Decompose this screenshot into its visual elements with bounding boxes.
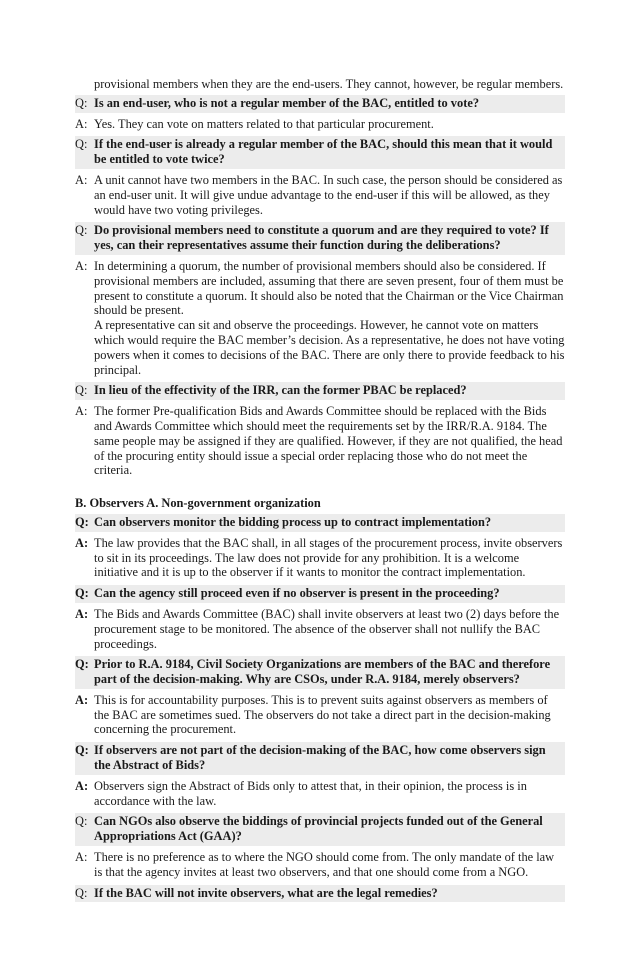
question-tag: Q: [75, 223, 88, 238]
question-row [75, 885, 565, 903]
question-text: Is an end-user, who is not a regular member of the BAC, entitled to vote? [94, 95, 480, 110]
question-tag: Q: [75, 383, 88, 398]
answer-tag: A: [75, 258, 88, 273]
question-row [75, 585, 565, 603]
answer-row [75, 172, 565, 219]
question-text: Can the agency still proceed even if no observer is present in the proceeding? [94, 586, 500, 601]
answer-tag: A: [75, 692, 89, 707]
answer-text: The law provides that the BAC shall, in all stages of the procurement process, invite observers to sit in its proceedings. The law does not provide for any prohibition. It is a welcome initiative and it is up to the observer if it wants to monitor the contract implementation. [94, 535, 563, 580]
answer-row [75, 258, 565, 379]
question-row [75, 742, 565, 775]
question-text: Prior to R.A. 9184, Civil Society Organizations are members of the BAC and therefore part of the decision-making. Why are CSOs, under R.A. 9184, merely observers? [94, 657, 551, 687]
answer-row [75, 116, 565, 134]
answer-paragraph: A representative can sit and observe the proceedings. However, he cannot vote on matters which would require the BAC member’s decision. As a representative, he does not have voting powers when it comes to decisions of the BAC. There are only there to provide feedback to his principal. [94, 318, 565, 377]
question-text: If the BAC will not invite observers, what are the legal remedies? [94, 885, 438, 900]
document-body [75, 77, 565, 902]
section-heading: B. Observers A. Non-government organization [75, 496, 321, 511]
answer-row [75, 778, 565, 811]
question-row [75, 656, 565, 689]
question-row [75, 382, 565, 400]
intro-paragraph: provisional members when they are the end-users. They cannot, however, be regular members. [94, 77, 564, 91]
question-row [75, 222, 565, 255]
answer-row [75, 535, 565, 582]
question-text: In lieu of the effectivity of the IRR, can the former PBAC be replaced? [94, 383, 467, 398]
answer-text: There is no preference as to where the NGO should come from. The only mandate of the law is that the agency invites at least two observers, and that one should come from a NGO. [94, 850, 555, 879]
answer-text: The former Pre-qualification Bids and Awards Committee should be replaced with the Bids and Awards Committee which should meet the requirements set by the IRR/R.A. 9184. The same people may be assigned if they are qualified. However, if they are not qualified, the head of the procuring entity should issue a special order replacing those who do not meet the criteria. [94, 404, 563, 478]
question-row [75, 136, 565, 169]
answer-text: A unit cannot have two members in the BAC. In such case, the person should be considered as an end-user unit. It will give undue advantage to the end-user if this will be allowed, as they would have two voting privileges. [94, 172, 563, 217]
answer-text: Observers sign the Abstract of Bids only to attest that, in their opinion, the process is in accordance with the law. [94, 778, 527, 808]
question-tag: Q: [75, 586, 89, 601]
answer-text: Yes. They can vote on matters related to that particular procurement. [94, 116, 434, 131]
answer-tag: A: [75, 850, 88, 865]
question-tag: Q: [75, 814, 88, 829]
answer-text: This is for accountability purposes. This is to prevent suits against observers as members of the BAC are sometimes sued. The observers do not take a direct part in the decision-making concerning the procurement. [94, 692, 551, 737]
question-tag: Q: [75, 95, 88, 110]
answer-tag: A: [75, 606, 89, 621]
question-text: If the end-user is already a regular member of the BAC, should this mean that it would be entitled to vote twice? [94, 137, 553, 167]
answer-tag: A: [75, 535, 89, 550]
answer-row [75, 692, 565, 739]
answer-tag: A: [75, 116, 88, 131]
question-text: Can NGOs also observe the biddings of provincial projects funded out of the General Appropriations Act (GAA)? [94, 814, 543, 844]
question-row [75, 514, 565, 532]
answer-tag: A: [75, 778, 89, 793]
answer-text [94, 259, 565, 377]
answer-row [75, 403, 565, 480]
answer-text: The Bids and Awards Committee (BAC) shall invite observers at least two (2) days before the procurement stage to be monitored. The absence of the observer shall not nullify the BAC proceedings. [94, 606, 560, 651]
question-tag: Q: [75, 137, 88, 152]
answer-tag: A: [75, 172, 88, 187]
question-tag: Q: [75, 743, 89, 758]
question-tag: Q: [75, 514, 89, 529]
question-text: Do provisional members need to constitute a quorum and are they required to vote? If yes, can their representatives assume their function during the deliberations? [94, 223, 549, 253]
question-tag: Q: [75, 657, 89, 672]
question-row [75, 813, 565, 846]
question-tag: Q: [75, 885, 88, 900]
question-row [75, 95, 565, 113]
question-text: If observers are not part of the decision-making of the BAC, how come observers sign the Abstract of Bids? [94, 743, 546, 773]
answer-row [75, 849, 565, 882]
answer-row [75, 606, 565, 653]
answer-paragraph: In determining a quorum, the number of provisional members should also be considered. If provisional members are included, assuming that there are seven present, four of them must be present to constitute a quorum. It should also be noted that the Chairman or the Vice Chairman should be present. [94, 258, 564, 318]
answer-tag: A: [75, 404, 88, 419]
question-text: Can observers monitor the bidding process up to contract implementation? [94, 514, 492, 529]
